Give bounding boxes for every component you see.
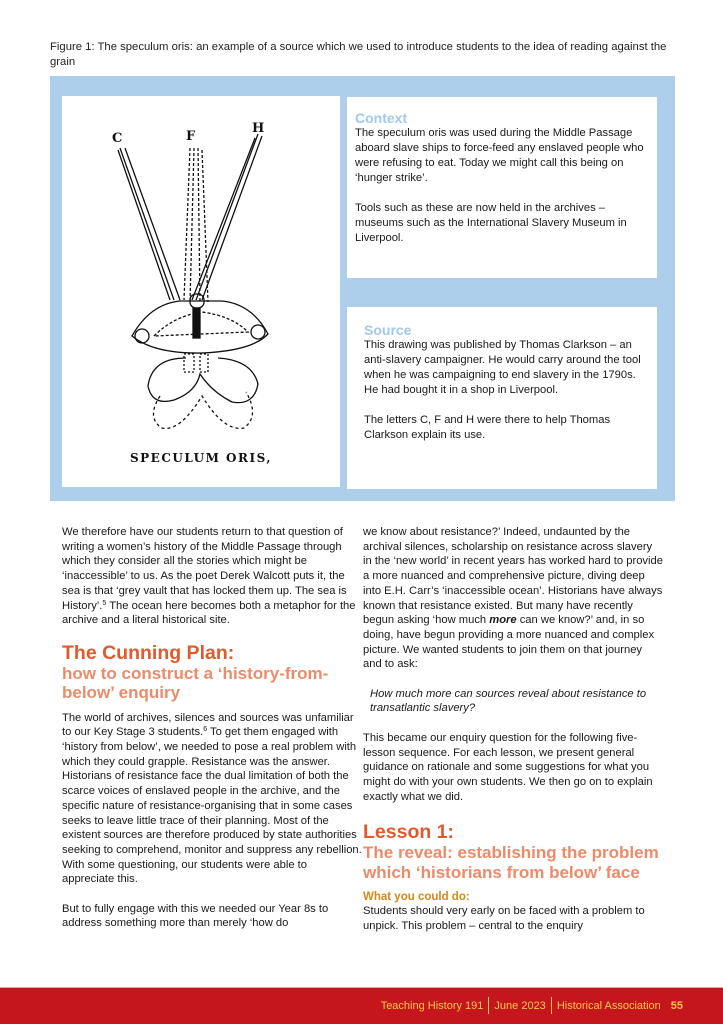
context-box [347,97,657,278]
what-you-could-do-label: What you could do: [363,891,470,904]
image-label: SPECULUM ORIS, [129,451,272,465]
figure-caption: Figure 1: The speculum oris: an example of a source which we used to introduce students to the idea of reading against the grain [50,41,667,68]
separator [551,997,552,1014]
letter-f: F [186,129,196,144]
page-footer [0,987,723,1024]
figure-panel [50,76,675,501]
body-paragraph: But to fully engage with this we needed our Year 8s to address something more than merely ‘how do [62,902,329,930]
body-paragraph [62,525,362,628]
context-paragraph: The speculum oris was used during the Middle Passage aboard slave ships to force-feed any enslaved people who were refusing to eat. Today we might call this being on ‘hunger strike’. [355,127,644,184]
section-subheading: how to construct a ‘history-from-below’ enquiry [62,663,329,703]
source-title: Source [364,322,412,338]
text-run: can we know?’ and, in so doing, have begun providing a more nuanced and complex picture. We wanted students to join them on that journey and to ask: [363,614,655,671]
text-run: The ocean here becomes both a metaphor for the archive and a literal historical site. [62,599,356,627]
separator [488,997,489,1014]
speculum-drawing [62,96,340,487]
footnote-ref[interactable]: 5 [102,599,107,607]
right-column [363,525,663,948]
arm-h [192,134,262,300]
text-run: We therefore have our students return to that question of writing a women’s history of the Middle Passage through which they consider all the stories which might be ‘inaccessible’ to us. As the poet Derek Walcott puts it, the sea is that ‘grey vault that has locked them up. The sea is History’. [62,526,347,612]
enquiry-question: How much more can sources reveal about resistance to transatlantic slavery? [370,687,647,715]
lesson-heading: Lesson 1: [363,821,455,844]
source-paragraph: The letters C, F and H were there to help Thomas Clarkson explain its use. [364,414,611,441]
publication-date: June 2023 [494,999,546,1012]
text-run: To get them engaged with ‘history from below’, we needed to pose a real problem with which they could grapple. Resistance was the answer. Historians of resistance face the dual limitation of both the scarce voices of enslaved people in the archive, and the specific nature of resistance-organising that in some cases seeks to leave little trace of their planning. Most of the existent sources are therefore produced by state authorities seeking to comprehend, monitor and suppress any rebellion. With some questioning, our students were able to appreciate this. [62,726,362,886]
source-paragraph: This drawing was published by Thomas Clarkson – an anti-slavery campaigner. He would carry around the tool when he was campaigning to end slavery in the 1790s. He had bought it in a shop in Liverpool. [364,339,641,396]
text-run: we know about resistance?’ Indeed, undaunted by the archival silences, scholarship on resistance across slavery in the ‘new world’ in recent years has worked hard to provide a more nuanced and comprehensive picture, diving deep into E.H. Carr’s ‘inaccessible ocean’. Historians have always known that resistance existed. But many have recently begun asking ‘how much [363,526,663,627]
footnote-ref[interactable]: 6 [203,726,208,734]
source-box [347,307,657,489]
speculum-oris-image [62,96,340,487]
body-paragraph: Students should very early on be faced with a problem to unpick. This problem – central to the enquiry [363,905,645,933]
context-title: Context [355,110,408,126]
page-number: 55 [670,999,683,1012]
letter-h: H [252,121,265,136]
body-paragraph [62,711,362,887]
footer-text [381,997,683,1014]
body-paragraph: This became our enquiry question for the following five-lesson sequence. For each lesson, we present general guidance on rationale and some suggestions for what you might do with your own students. We then go on to explain exactly what we did. [363,731,653,803]
text-run: The world of archives, silences and sources was unfamiliar to our Key Stage 3 students. [62,711,354,739]
arm-c [118,148,180,300]
emphasis: more [489,614,517,627]
publisher: Historical Association [556,999,661,1012]
context-paragraph: Tools such as these are now held in the archives – museums such as the International Slavery Museum in Liverpool. [355,202,627,244]
body-paragraph [363,525,663,672]
lobes [148,358,258,403]
section-heading: The Cunning Plan: [62,641,235,664]
letter-c: C [112,131,123,146]
lesson-subheading: The reveal: establishing the problem which ‘historians from below’ face [363,843,659,882]
publication-name: Teaching History 191 [380,999,484,1012]
left-column [62,525,362,946]
